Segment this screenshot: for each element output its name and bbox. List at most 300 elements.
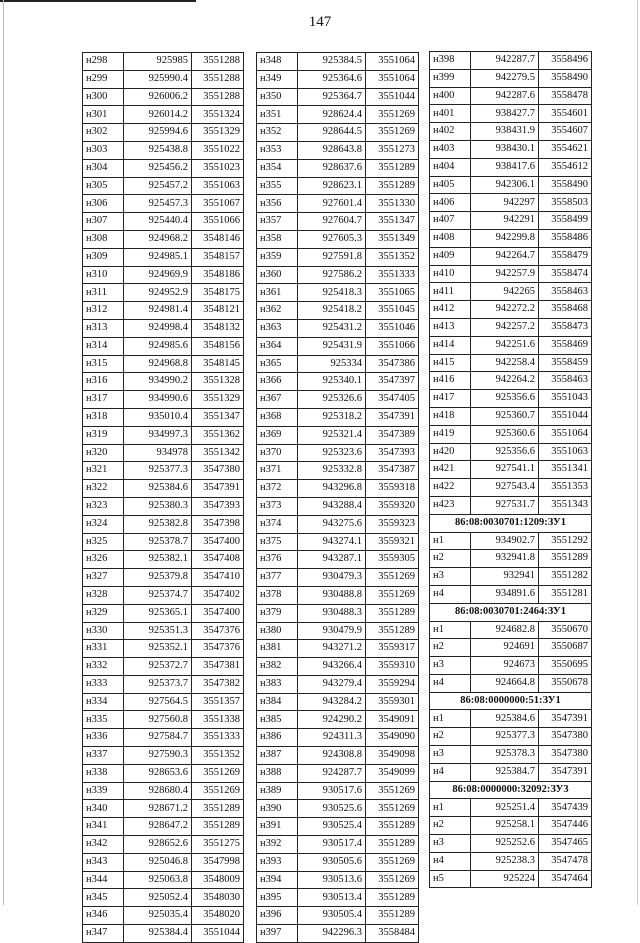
table-row (83, 319, 244, 337)
x-coordinate: 930517.6 (298, 782, 366, 800)
table-row (83, 871, 244, 889)
y-coordinate: 3551282 (539, 568, 592, 586)
table-row (257, 355, 419, 373)
y-coordinate: 3558459 (539, 354, 592, 372)
table-row (257, 177, 419, 195)
top-rule (0, 0, 196, 2)
table-row (430, 550, 592, 568)
x-coordinate: 925052.4 (124, 889, 192, 907)
y-coordinate: 3547376 (192, 640, 244, 658)
point-id: н364 (257, 337, 298, 355)
x-coordinate: 924985.1 (124, 248, 192, 266)
point-id: н367 (257, 391, 298, 409)
x-coordinate: 942265 (471, 283, 539, 301)
y-coordinate: 3550687 (539, 639, 592, 657)
point-id: н423 (430, 496, 471, 514)
x-coordinate: 925384.7 (471, 763, 539, 781)
table-row (257, 711, 419, 729)
x-coordinate: 927601.4 (298, 195, 366, 213)
table-row (83, 391, 244, 409)
x-coordinate: 928680.4 (124, 782, 192, 800)
y-coordinate: 3547402 (192, 586, 244, 604)
point-id: н303 (83, 141, 124, 159)
y-coordinate: 3558484 (366, 925, 419, 943)
table-row (430, 870, 592, 888)
point-id: н349 (257, 70, 298, 88)
y-coordinate: 3558499 (539, 212, 592, 230)
point-id: н346 (83, 907, 124, 925)
y-coordinate: 3547400 (192, 533, 244, 551)
x-coordinate: 930525.4 (298, 818, 366, 836)
table-row (257, 248, 419, 266)
y-coordinate: 3551066 (366, 337, 419, 355)
x-coordinate: 928644.5 (298, 124, 366, 142)
x-coordinate: 928643.8 (298, 141, 366, 159)
table-row (83, 729, 244, 747)
y-coordinate: 3551338 (192, 711, 244, 729)
point-id: н375 (257, 533, 298, 551)
y-coordinate: 3551347 (192, 408, 244, 426)
table-row (83, 800, 244, 818)
y-coordinate: 3551324 (192, 106, 244, 124)
x-coordinate: 943288.4 (298, 497, 366, 515)
x-coordinate: 934990.2 (124, 373, 192, 391)
point-id: н373 (257, 497, 298, 515)
table-row (257, 693, 419, 711)
point-id: н361 (257, 284, 298, 302)
table-row (430, 621, 592, 639)
x-coordinate: 930517.4 (298, 836, 366, 854)
point-id: н401 (430, 105, 471, 123)
point-id: н358 (257, 230, 298, 248)
x-coordinate: 925384.6 (471, 710, 539, 728)
table-row (430, 568, 592, 586)
point-id: н404 (430, 158, 471, 176)
y-coordinate: 3551063 (539, 443, 592, 461)
x-coordinate: 925384.6 (124, 480, 192, 498)
table-row (430, 585, 592, 603)
point-id: н331 (83, 640, 124, 658)
x-coordinate: 925332.8 (298, 462, 366, 480)
point-id: н314 (83, 337, 124, 355)
y-coordinate: 3551044 (192, 925, 244, 943)
table-row (257, 800, 419, 818)
point-id: н3 (430, 657, 471, 675)
y-coordinate: 3547398 (192, 515, 244, 533)
table-row (430, 763, 592, 781)
x-coordinate: 925364.7 (298, 88, 366, 106)
y-coordinate: 3551289 (366, 889, 419, 907)
x-coordinate: 925384.4 (124, 925, 192, 943)
table-row (83, 373, 244, 391)
point-id: н1 (430, 710, 471, 728)
y-coordinate: 3548157 (192, 248, 244, 266)
table-row (83, 337, 244, 355)
y-coordinate: 3547391 (539, 710, 592, 728)
y-coordinate: 3551269 (366, 569, 419, 587)
x-coordinate: 942299.8 (471, 229, 539, 247)
table-row (430, 852, 592, 870)
x-coordinate: 930488.3 (298, 604, 366, 622)
section-header-row (430, 781, 592, 799)
table-row (257, 230, 419, 248)
x-coordinate: 925378.3 (471, 746, 539, 764)
table-row (257, 195, 419, 213)
table-row (430, 479, 592, 497)
point-id: н333 (83, 675, 124, 693)
x-coordinate: 934902.7 (471, 532, 539, 550)
y-coordinate: 3559294 (366, 675, 419, 693)
table-row (83, 533, 244, 551)
point-id: н321 (83, 462, 124, 480)
table-row (430, 496, 592, 514)
table-row (257, 408, 419, 426)
y-coordinate: 3548186 (192, 266, 244, 284)
x-coordinate: 943296.8 (298, 480, 366, 498)
table-row (430, 674, 592, 692)
x-coordinate: 924664.8 (471, 674, 539, 692)
scan-edge-right (637, 0, 638, 905)
table-row (257, 53, 419, 71)
x-coordinate: 924287.7 (298, 764, 366, 782)
x-coordinate: 927586.2 (298, 266, 366, 284)
point-id: н336 (83, 729, 124, 747)
table-row (83, 88, 244, 106)
x-coordinate: 925440.4 (124, 213, 192, 231)
coordinates-table-2 (256, 52, 419, 943)
point-id: н2 (430, 728, 471, 746)
point-id: н1 (430, 621, 471, 639)
cadastral-number: 86:08:0030701:2464:ЗУ1 (430, 603, 592, 621)
y-coordinate: 3551064 (366, 53, 419, 71)
table-row (83, 141, 244, 159)
point-id: н312 (83, 302, 124, 320)
y-coordinate: 3551343 (539, 496, 592, 514)
y-coordinate: 3549098 (366, 747, 419, 765)
table-row (257, 551, 419, 569)
table-row (430, 835, 592, 853)
y-coordinate: 3551347 (366, 213, 419, 231)
point-id: н353 (257, 141, 298, 159)
table-row (83, 925, 244, 943)
x-coordinate: 925372.7 (124, 658, 192, 676)
point-id: н409 (430, 247, 471, 265)
point-id: н320 (83, 444, 124, 462)
point-id: н408 (430, 229, 471, 247)
x-coordinate: 942264.2 (471, 372, 539, 390)
x-coordinate: 925318.2 (298, 408, 366, 426)
y-coordinate: 3547391 (366, 408, 419, 426)
point-id: н2 (430, 817, 471, 835)
x-coordinate: 925364.6 (298, 70, 366, 88)
table-row (83, 480, 244, 498)
point-id: н391 (257, 818, 298, 836)
x-coordinate: 930479.3 (298, 569, 366, 587)
table-row (430, 532, 592, 550)
y-coordinate: 3548009 (192, 871, 244, 889)
y-coordinate: 3551064 (366, 70, 419, 88)
y-coordinate: 3547464 (539, 870, 592, 888)
point-id: н345 (83, 889, 124, 907)
table-row (257, 213, 419, 231)
table-row (257, 533, 419, 551)
table-row (83, 889, 244, 907)
y-coordinate: 3551289 (366, 836, 419, 854)
point-id: н306 (83, 195, 124, 213)
x-coordinate: 927590.3 (124, 747, 192, 765)
y-coordinate: 3551353 (539, 479, 592, 497)
y-coordinate: 3551269 (366, 853, 419, 871)
y-coordinate: 3551342 (192, 444, 244, 462)
x-coordinate: 924311.3 (298, 729, 366, 747)
x-coordinate: 942287.6 (471, 87, 539, 105)
y-coordinate: 3551329 (192, 391, 244, 409)
y-coordinate: 3551352 (192, 747, 244, 765)
point-id: н372 (257, 480, 298, 498)
table-row (430, 336, 592, 354)
y-coordinate: 3551289 (539, 550, 592, 568)
point-id: н363 (257, 319, 298, 337)
table-row (257, 319, 419, 337)
y-coordinate: 3550670 (539, 621, 592, 639)
point-id: н371 (257, 462, 298, 480)
y-coordinate: 3551269 (366, 800, 419, 818)
point-id: н327 (83, 569, 124, 587)
x-coordinate: 942258.4 (471, 354, 539, 372)
table-row (257, 586, 419, 604)
point-id: н310 (83, 266, 124, 284)
table-row (83, 53, 244, 71)
table-row (83, 195, 244, 213)
x-coordinate: 925356.6 (471, 443, 539, 461)
point-id: н326 (83, 551, 124, 569)
y-coordinate: 3547446 (539, 817, 592, 835)
x-coordinate: 930505.6 (298, 853, 366, 871)
point-id: н369 (257, 426, 298, 444)
y-coordinate: 3551288 (192, 70, 244, 88)
x-coordinate: 925438.8 (124, 141, 192, 159)
point-id: н341 (83, 818, 124, 836)
x-coordinate: 925360.6 (471, 425, 539, 443)
point-id: н4 (430, 585, 471, 603)
x-coordinate: 925351.3 (124, 622, 192, 640)
x-coordinate: 925378.7 (124, 533, 192, 551)
table-row (430, 194, 592, 212)
point-id: н407 (430, 212, 471, 230)
y-coordinate: 3551044 (539, 407, 592, 425)
x-coordinate: 925384.5 (298, 53, 366, 71)
y-coordinate: 3558479 (539, 247, 592, 265)
y-coordinate: 3551063 (192, 177, 244, 195)
point-id: н344 (83, 871, 124, 889)
point-id: н387 (257, 747, 298, 765)
table-row (257, 444, 419, 462)
point-id: н360 (257, 266, 298, 284)
y-coordinate: 3551288 (192, 53, 244, 71)
y-coordinate: 3547386 (366, 355, 419, 373)
table-row (257, 782, 419, 800)
table-row (83, 462, 244, 480)
point-id: н379 (257, 604, 298, 622)
y-coordinate: 3547408 (192, 551, 244, 569)
x-coordinate: 924985.6 (124, 337, 192, 355)
y-coordinate: 3551022 (192, 141, 244, 159)
y-coordinate: 3559305 (366, 551, 419, 569)
point-id: н403 (430, 140, 471, 158)
x-coordinate: 925323.6 (298, 444, 366, 462)
x-coordinate: 938430.1 (471, 140, 539, 158)
y-coordinate: 3548146 (192, 230, 244, 248)
table-row (430, 639, 592, 657)
point-id: н422 (430, 479, 471, 497)
y-coordinate: 3547380 (539, 728, 592, 746)
point-id: н406 (430, 194, 471, 212)
table-row (430, 69, 592, 87)
point-id: н337 (83, 747, 124, 765)
table-row (257, 141, 419, 159)
point-id: н322 (83, 480, 124, 498)
y-coordinate: 3558490 (539, 69, 592, 87)
y-coordinate: 3547439 (539, 799, 592, 817)
point-id: н4 (430, 674, 471, 692)
x-coordinate: 924691 (471, 639, 539, 657)
point-id: н315 (83, 355, 124, 373)
x-coordinate: 925377.3 (471, 728, 539, 746)
point-id: н411 (430, 283, 471, 301)
y-coordinate: 3547387 (366, 462, 419, 480)
point-id: н419 (430, 425, 471, 443)
table-row (430, 799, 592, 817)
x-coordinate: 925374.7 (124, 586, 192, 604)
y-coordinate: 3547380 (192, 462, 244, 480)
y-coordinate: 3559318 (366, 480, 419, 498)
x-coordinate: 928647.2 (124, 818, 192, 836)
x-coordinate: 925379.8 (124, 569, 192, 587)
point-id: н319 (83, 426, 124, 444)
point-id: н418 (430, 407, 471, 425)
table-row (83, 159, 244, 177)
table-row (257, 764, 419, 782)
x-coordinate: 925456.2 (124, 159, 192, 177)
point-id: н389 (257, 782, 298, 800)
table-row (257, 70, 419, 88)
x-coordinate: 926014.2 (124, 106, 192, 124)
point-id: н414 (430, 336, 471, 354)
table-row (430, 301, 592, 319)
x-coordinate: 927541.1 (471, 461, 539, 479)
y-coordinate: 3551281 (539, 585, 592, 603)
x-coordinate: 930488.8 (298, 586, 366, 604)
x-coordinate: 925457.3 (124, 195, 192, 213)
point-id: н392 (257, 836, 298, 854)
y-coordinate: 3551330 (366, 195, 419, 213)
point-id: н377 (257, 569, 298, 587)
table-row (257, 302, 419, 320)
y-coordinate: 3547393 (192, 497, 244, 515)
point-id: н307 (83, 213, 124, 231)
y-coordinate: 3548030 (192, 889, 244, 907)
cadastral-number: 86:08:0030701:1209:ЗУ1 (430, 514, 592, 532)
x-coordinate: 938427.7 (471, 105, 539, 123)
x-coordinate: 927604.7 (298, 213, 366, 231)
y-coordinate: 3558478 (539, 87, 592, 105)
y-coordinate: 3558486 (539, 229, 592, 247)
x-coordinate: 924673 (471, 657, 539, 675)
point-id: н415 (430, 354, 471, 372)
table-row (430, 212, 592, 230)
table-row (83, 302, 244, 320)
x-coordinate: 943287.1 (298, 551, 366, 569)
x-coordinate: 942279.5 (471, 69, 539, 87)
point-id: н383 (257, 675, 298, 693)
y-coordinate: 3547400 (192, 604, 244, 622)
x-coordinate: 925360.7 (471, 407, 539, 425)
x-coordinate: 925418.2 (298, 302, 366, 320)
x-coordinate: 924290.2 (298, 711, 366, 729)
y-coordinate: 3548175 (192, 284, 244, 302)
y-coordinate: 3559301 (366, 693, 419, 711)
table-row (257, 480, 419, 498)
y-coordinate: 3551273 (366, 141, 419, 159)
point-id: н405 (430, 176, 471, 194)
y-coordinate: 3547478 (539, 852, 592, 870)
x-coordinate: 927560.8 (124, 711, 192, 729)
table-row (257, 124, 419, 142)
table-row (257, 569, 419, 587)
table-row (83, 106, 244, 124)
point-id: н382 (257, 658, 298, 676)
point-id: н398 (430, 52, 471, 70)
x-coordinate: 925365.1 (124, 604, 192, 622)
y-coordinate: 3551045 (366, 302, 419, 320)
x-coordinate: 925990.4 (124, 70, 192, 88)
x-coordinate: 925063.8 (124, 871, 192, 889)
point-id: н318 (83, 408, 124, 426)
point-id: н396 (257, 907, 298, 925)
y-coordinate: 3559320 (366, 497, 419, 515)
x-coordinate: 934978 (124, 444, 192, 462)
x-coordinate: 924952.9 (124, 284, 192, 302)
table-row (430, 817, 592, 835)
point-id: н335 (83, 711, 124, 729)
x-coordinate: 932941.8 (471, 550, 539, 568)
table-row (257, 159, 419, 177)
table-row (83, 604, 244, 622)
x-coordinate: 924682.8 (471, 621, 539, 639)
point-id: н370 (257, 444, 298, 462)
table-row (83, 248, 244, 266)
point-id: н366 (257, 373, 298, 391)
x-coordinate: 925418.3 (298, 284, 366, 302)
table-row (430, 140, 592, 158)
x-coordinate: 942296.3 (298, 925, 366, 943)
table-row (257, 675, 419, 693)
y-coordinate: 3551289 (192, 818, 244, 836)
point-id: н390 (257, 800, 298, 818)
y-coordinate: 3551289 (366, 159, 419, 177)
coordinates-table-1 (82, 52, 244, 943)
point-id: н393 (257, 853, 298, 871)
table-row (83, 569, 244, 587)
table-row (83, 764, 244, 782)
y-coordinate: 3554612 (539, 158, 592, 176)
point-id: н302 (83, 124, 124, 142)
y-coordinate: 3551043 (539, 390, 592, 408)
table-row (257, 426, 419, 444)
point-id: н348 (257, 53, 298, 71)
point-id: н413 (430, 318, 471, 336)
point-id: н340 (83, 800, 124, 818)
